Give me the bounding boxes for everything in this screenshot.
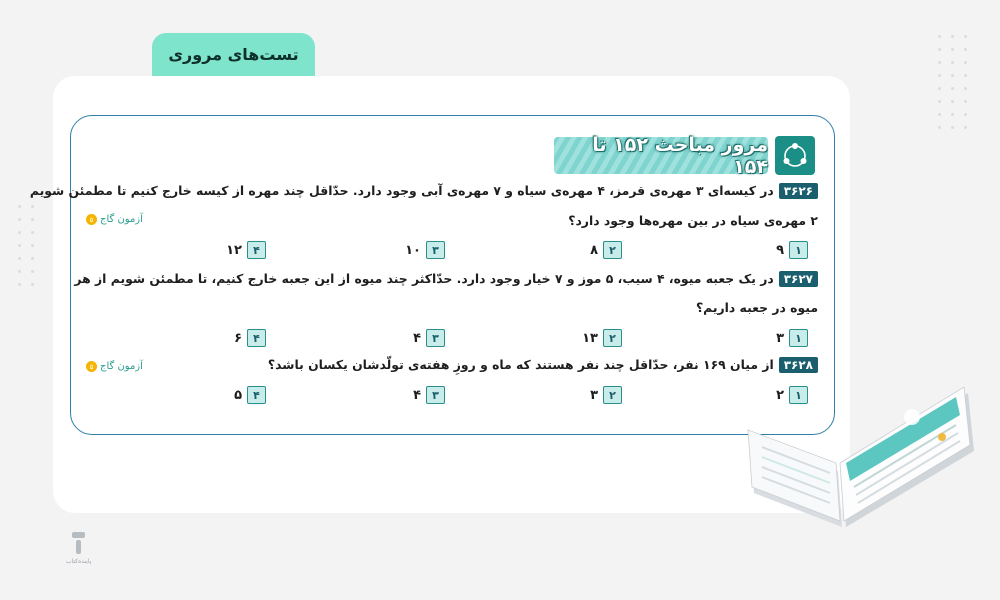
answer-option[interactable] (226, 241, 266, 259)
dot-pattern-right (938, 35, 967, 129)
source-text: آزمون گاج (100, 214, 143, 225)
question-text: در یک جعبه میوه، ۴ سیب، ۵ موز و ۷ خیار وجود دارد. حدّاکثر چند میوه از این جعبه خارج کنیم، تا مطمئن شویم از هر (74, 271, 774, 286)
option-number: ۳ (426, 241, 445, 259)
option-number: ۱ (789, 386, 808, 404)
option-value: ۱۰ (405, 242, 421, 258)
option-number: ۴ (247, 329, 266, 347)
option-value: ۳ (590, 387, 598, 403)
question-number: ۳۶۲۶ (779, 183, 818, 199)
answer-option[interactable] (776, 329, 808, 347)
question-line (74, 271, 818, 287)
question-line (568, 213, 818, 228)
question-number: ۳۶۲۸ (779, 357, 818, 373)
option-number: ۳ (426, 386, 445, 404)
logo-caption: پاینده‌کتاب (66, 558, 92, 565)
option-value: ۴ (413, 387, 421, 403)
option-number: ۴ (247, 386, 266, 404)
option-number: ۱ (789, 329, 808, 347)
answer-option[interactable] (234, 386, 266, 404)
section-title: مرور مباحث ۱۵۲ تا ۱۵۴ (554, 137, 768, 174)
option-value: ۱۲ (226, 242, 242, 258)
option-number: ۲ (603, 241, 622, 259)
option-value: ۹ (776, 242, 784, 258)
question-text: ۲ مهره‌ی سیاه در بین مهره‌ها وجود دارد؟ (568, 213, 818, 228)
source-label (86, 214, 143, 225)
question-text: از میان ۱۶۹ نفر، حدّاقل چند نفر هستند که ماه و روزِ هفته‌ی تولّدشان یکسان باشد؟ (267, 357, 774, 372)
source-label (86, 361, 143, 372)
option-value: ۶ (234, 330, 242, 346)
logo-icon (70, 530, 88, 556)
question-line (30, 183, 818, 199)
option-value: ۱۳ (582, 330, 598, 346)
question-text: در کیسه‌ای ۳ مهره‌ی قرمز، ۴ مهره‌ی سیاه و ۷ مهره‌ی آبی وجود دارد. حدّاقل چند مهره از کیسه خارج کنیم تا مطمئن شویم (29, 183, 774, 198)
option-value: ۵ (234, 387, 242, 403)
answer-option[interactable] (590, 241, 622, 259)
answer-option[interactable] (590, 386, 622, 404)
option-number: ۲ (603, 386, 622, 404)
option-value: ۳ (776, 330, 784, 346)
answer-option[interactable] (776, 241, 808, 259)
option-number: ۴ (247, 241, 266, 259)
answer-option[interactable] (413, 386, 445, 404)
source-text: آزمون گاج (100, 361, 143, 372)
question-number: ۳۶۲۷ (779, 271, 818, 287)
cycle-arrows-icon (775, 136, 815, 175)
dot-pattern-left (18, 205, 34, 286)
source-badge-icon: ۵ (86, 214, 97, 225)
open-book-icon (742, 375, 982, 539)
answer-option[interactable] (405, 241, 445, 259)
section-tab: تست‌های مروری (152, 33, 315, 76)
brand-logo (66, 530, 91, 565)
option-value: ۲ (776, 387, 784, 403)
question-line (696, 300, 818, 315)
option-number: ۲ (603, 329, 622, 347)
answer-option[interactable] (413, 329, 445, 347)
answer-option[interactable] (582, 329, 622, 347)
option-value: ۸ (590, 242, 598, 258)
answer-option[interactable] (234, 329, 266, 347)
question-line (268, 357, 818, 373)
question-text: میوه در جعبه داریم؟ (695, 300, 818, 315)
option-number: ۱ (789, 241, 808, 259)
source-badge-icon: ۵ (86, 361, 97, 372)
option-number: ۳ (426, 329, 445, 347)
option-value: ۴ (413, 330, 421, 346)
